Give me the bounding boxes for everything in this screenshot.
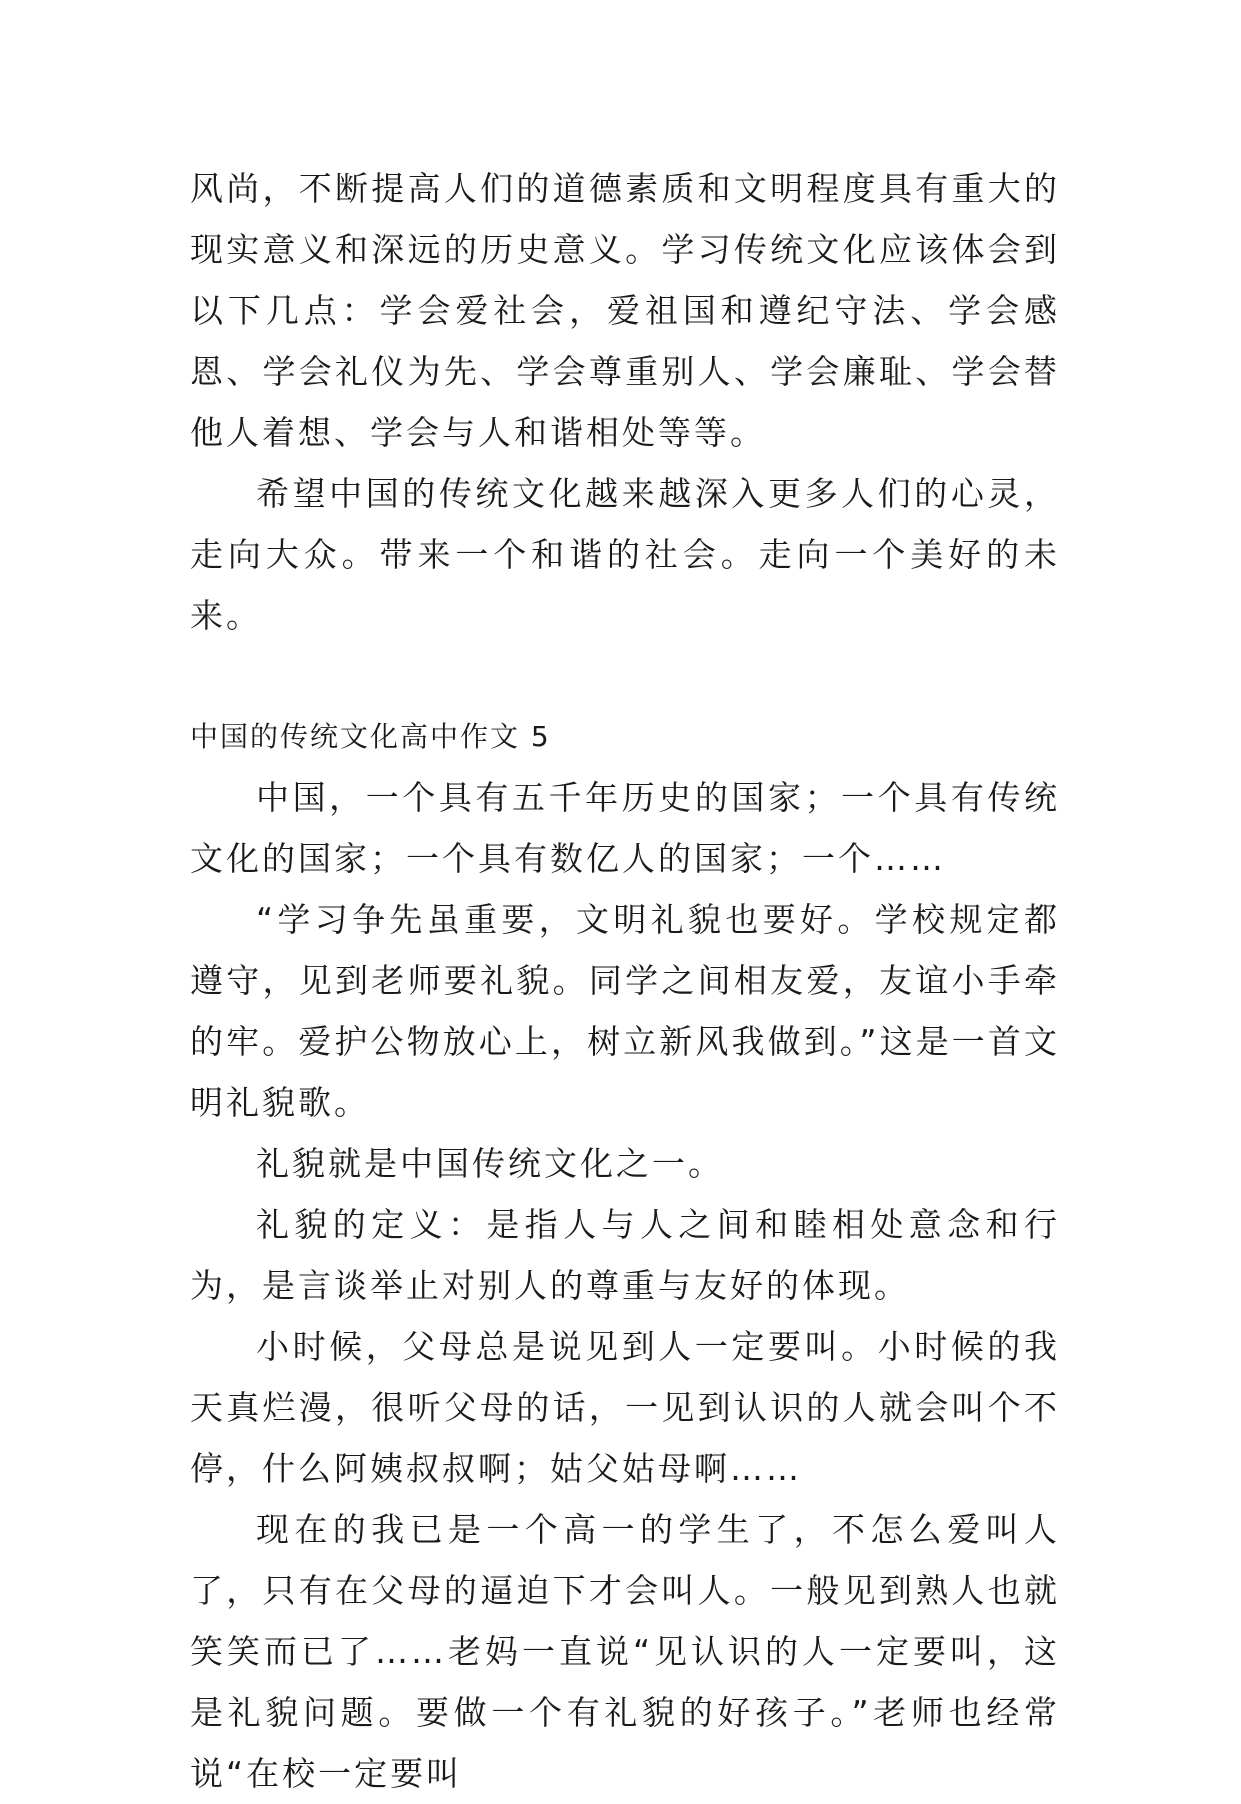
paragraph: 风尚，不断提高人们的道德素质和文明程度具有重大的现实意义和深远的历史意义。学习传统文化应该体会到以下几点：学会爱社会，爱祖国和遵纪守法、学会感恩、学会礼仪为先、学会尊重别人、学会廉耻、学会替他人着想、学会与人和谐相处等等。 [190,169,1060,452]
paragraph: 小时候，父母总是说见到人一定要叫。小时候的我天真烂漫，很听父母的话，一见到认识的人就会叫个不停，什么阿姨叔叔啊；姑父姑母啊…… [190,1327,1060,1488]
document-body [190,158,1060,1804]
paragraph: 希望中国的传统文化越来越深入更多人们的心灵，走向大众。带来一个和谐的社会。走向一个美好的未来。 [190,474,1060,635]
paragraph: 中国，一个具有五千年历史的国家；一个具有传统文化的国家；一个具有数亿人的国家；一个…… [190,778,1060,878]
section-spacer [190,646,1060,706]
paragraph: 礼貌就是中国传统文化之一。 [256,1144,724,1183]
paragraph: “学习争先虽重要，文明礼貌也要好。学校规定都遵守，见到老师要礼貌。同学之间相友爱，友谊小手牵的牢。爱护公物放心上，树立新风我做到。”这是一首文明礼貌歌。 [190,900,1060,1122]
section-title: 中国的传统文化高中作文 5 [190,720,551,753]
paragraph: 礼貌的定义：是指人与人之间和睦相处意念和行为，是言谈举止对别人的尊重与友好的体现。 [190,1205,1060,1305]
paragraph: 现在的我已是一个高一的学生了，不怎么爱叫人了，只有在父母的逼迫下才会叫人。一般见到熟人也就笑笑而已了……老妈一直说“见认识的人一定要叫，这是礼貌问题。要做一个有礼貌的好孩子。”老师也经常说“在校一定要叫 [190,1510,1060,1793]
